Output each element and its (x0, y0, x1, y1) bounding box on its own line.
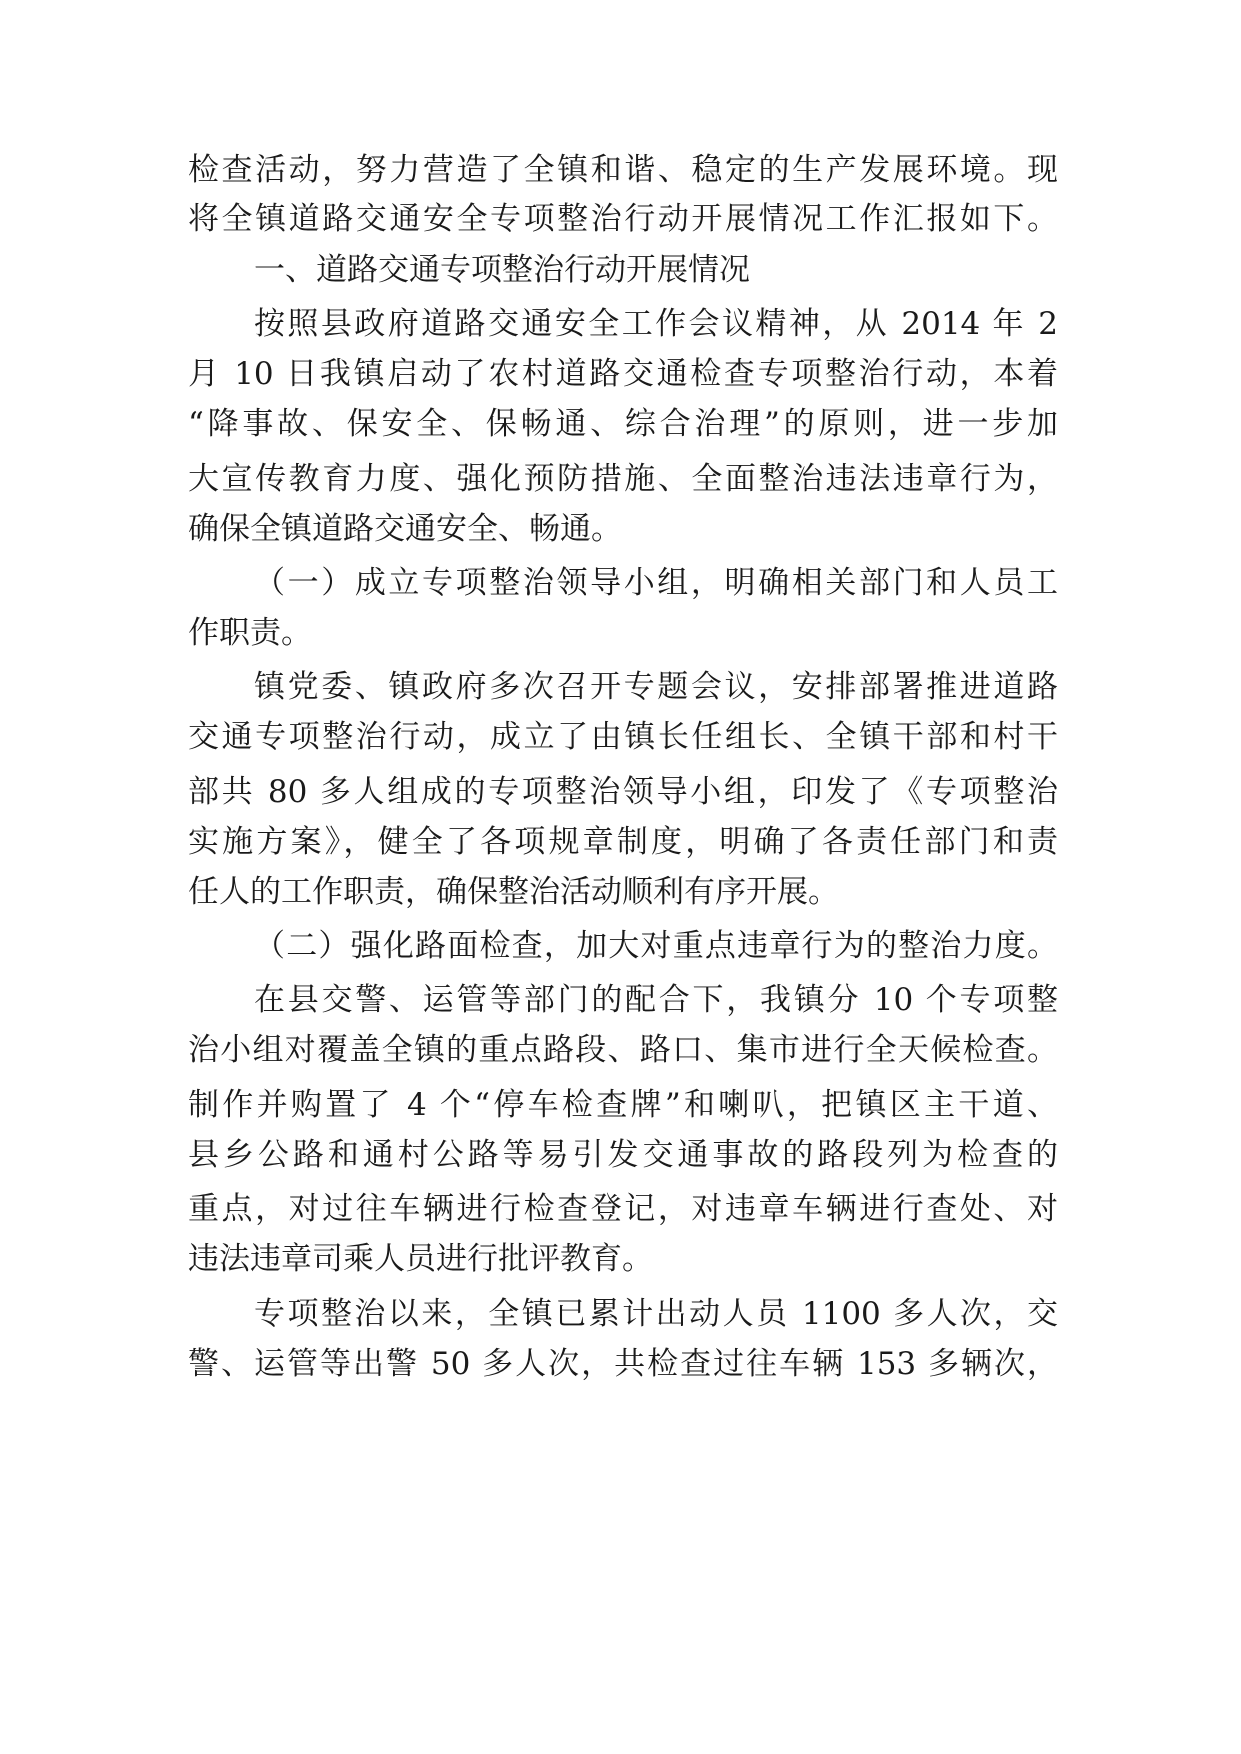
body-text-line: “降事故、保安全、保畅通、综合治理”的原则，进一步加 (188, 406, 1058, 442)
body-text-line: 实施方案》，健全了各项规章制度，明确了各责任部门和责 (188, 824, 1058, 860)
body-text-line: 任人的工作职责，确保整治活动顺利有序开展。 (188, 874, 839, 910)
body-text-line: 确保全镇道路交通安全、畅通。 (188, 511, 622, 547)
body-text-line: 重点，对过往车辆进行检查登记，对违章车辆进行查处、对 (188, 1191, 1058, 1227)
body-text-line: 制作并购置了 4 个“停车检查牌”和喇叭，把镇区主干道、 (188, 1087, 1058, 1123)
body-text-line: 在县交警、运管等部门的配合下，我镇分 10 个专项整 (254, 982, 1058, 1018)
body-text-line: 违法违章司乘人员进行批评教育。 (188, 1241, 653, 1277)
subsection-heading: （一）成立专项整治领导小组，明确相关部门和人员工 (254, 565, 1058, 601)
body-text-line: 治小组对覆盖全镇的重点路段、路口、集市进行全天候检查。 (188, 1032, 1058, 1068)
section-heading: 一、道路交通专项整治行动开展情况 (254, 252, 750, 288)
body-text-line: 将全镇道路交通安全专项整治行动开展情况工作汇报如下。 (188, 201, 1058, 237)
body-text-line: 专项整治以来，全镇已累计出动人员 1100 多人次，交 (254, 1296, 1058, 1332)
body-text-line: 检查活动，努力营造了全镇和谐、稳定的生产发展环境。现 (188, 152, 1058, 188)
subsection-heading: （二）强化路面检查，加大对重点违章行为的整治力度。 (254, 928, 1058, 964)
body-text-line: 镇党委、镇政府多次召开专题会议，安排部署推进道路 (254, 669, 1058, 705)
body-text-line: 警、运管等出警 50 多人次，共检查过往车辆 153 多辆次， (188, 1346, 1058, 1382)
body-text-line: 按照县政府道路交通安全工作会议精神，从 2014 年 2 (254, 306, 1058, 342)
subsection-heading: 作职责。 (188, 615, 312, 651)
body-text-line: 部共 80 多人组成的专项整治领导小组，印发了《专项整治 (188, 774, 1058, 810)
body-text-line: 月 10 日我镇启动了农村道路交通检查专项整治行动，本着 (188, 356, 1058, 392)
body-text-line: 县乡公路和通村公路等易引发交通事故的路段列为检查的 (188, 1137, 1058, 1173)
body-text-line: 大宣传教育力度、强化预防措施、全面整治违法违章行为， (188, 461, 1058, 497)
body-text-line: 交通专项整治行动，成立了由镇长任组长、全镇干部和村干 (188, 719, 1058, 755)
